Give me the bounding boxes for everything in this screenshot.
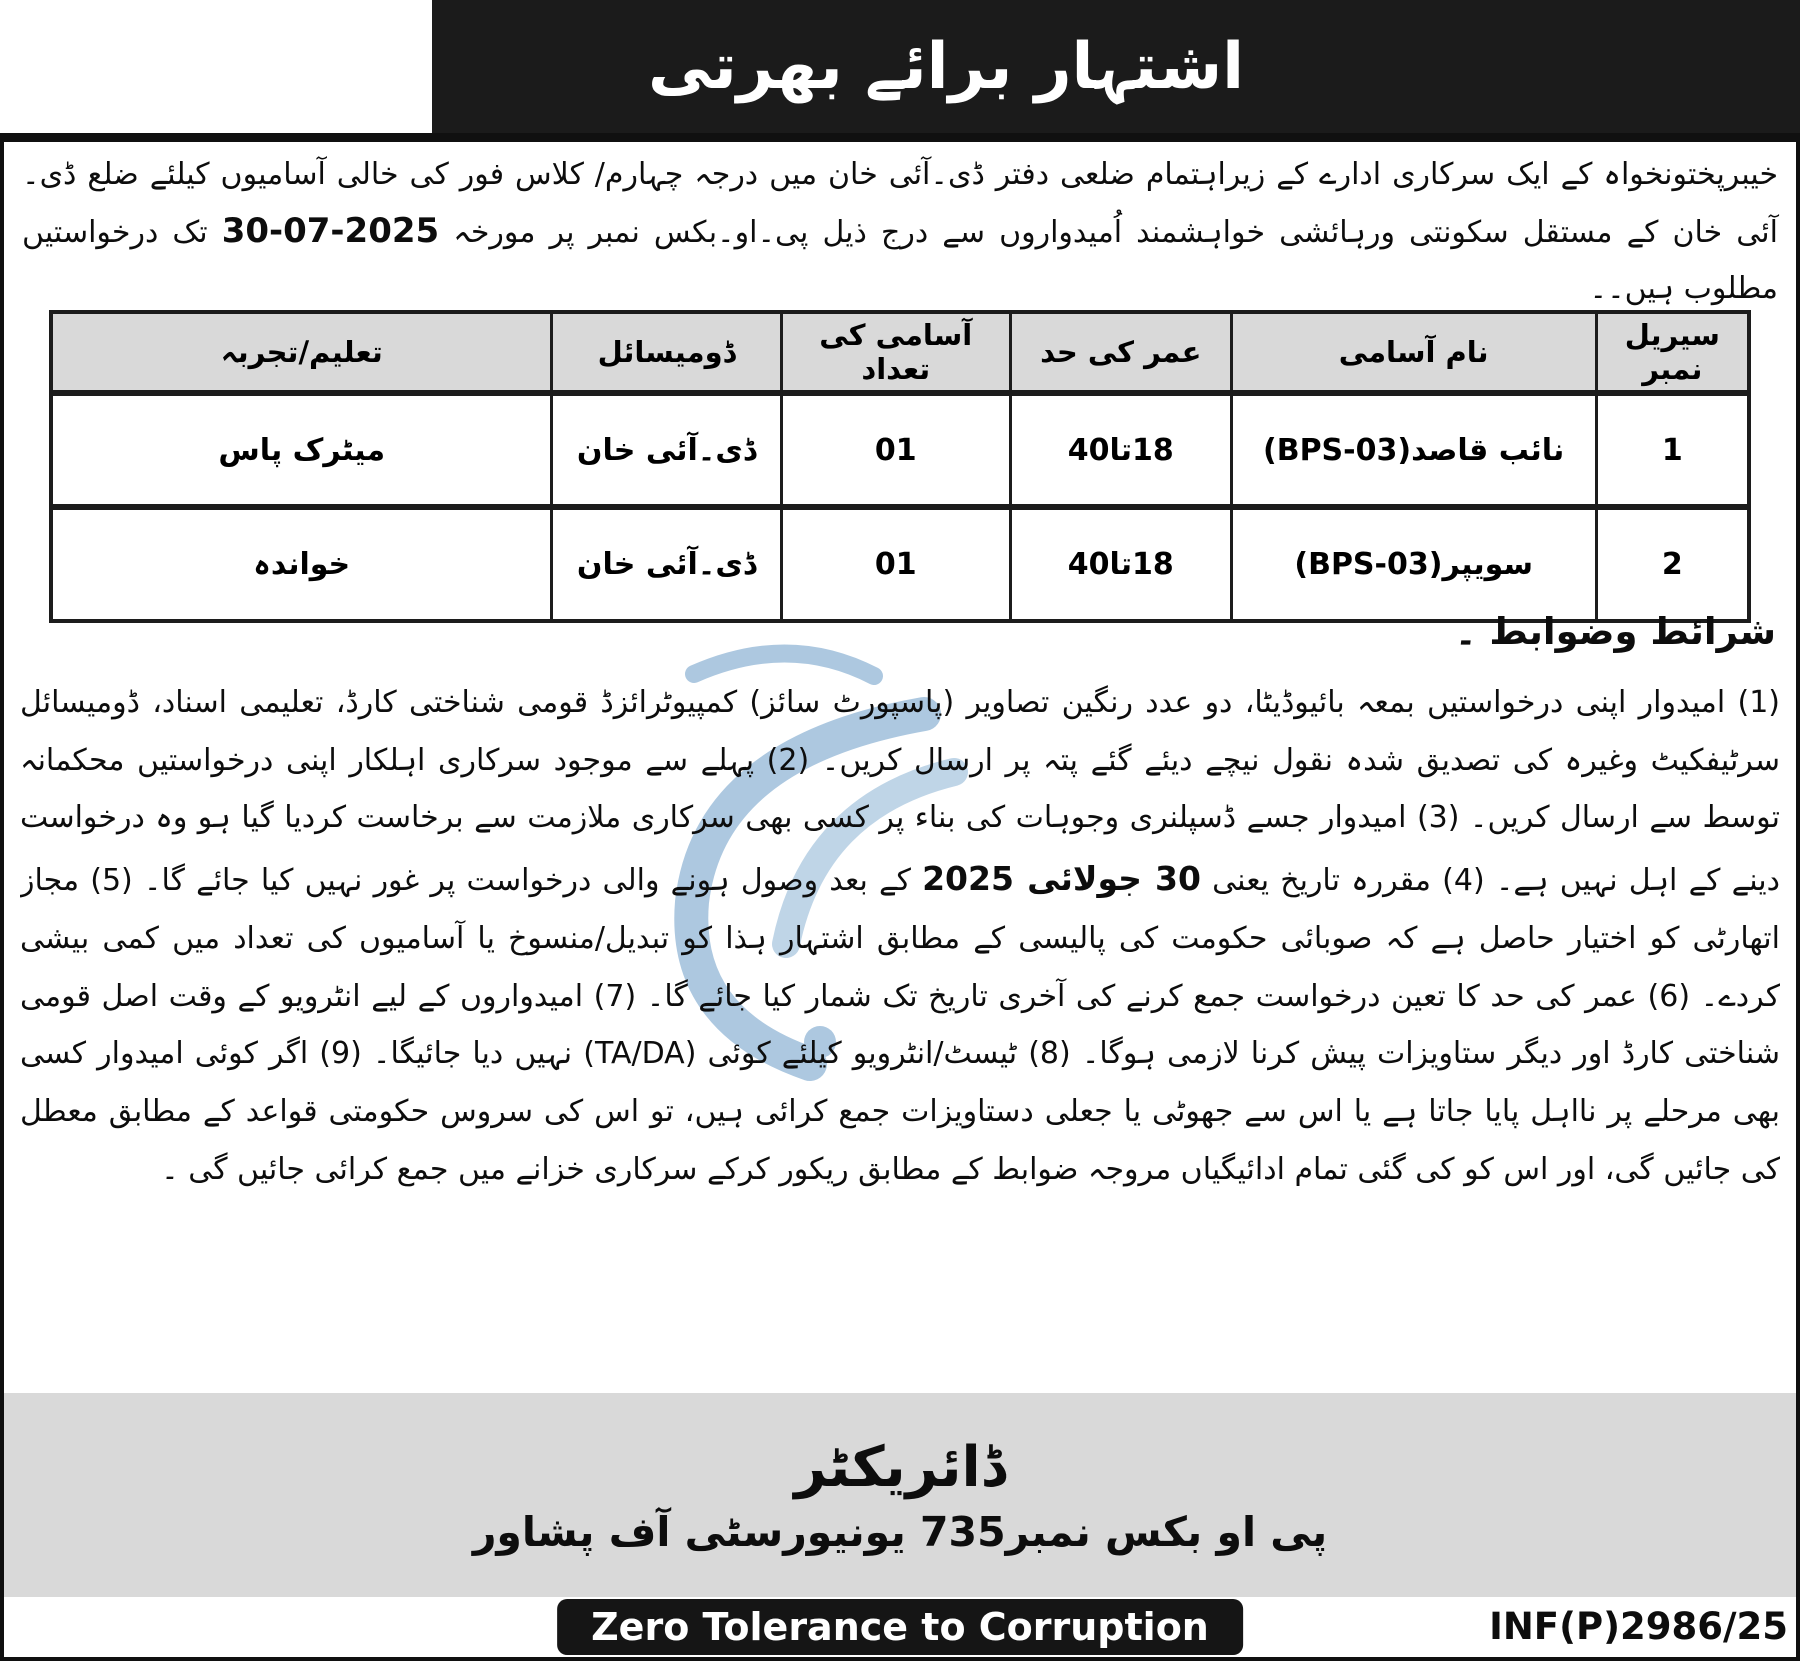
terms-text-part2: کے بعد وصول ہونے والی درخواست پر غور نہیں کیا جائے گا۔ (5) مجاز اتھارٹی کو اختیار حاصل ہے کہ صوبائی حکومت کی پالیسی کے مطابق اشتہار ہذا کو تبدیل/منسوخ یا آسامیوں کی تعداد میں کمی بیشی کردے۔ (6) عمر کی حد کا تعین درخواست جمع کرنے کی آخری تاریخ تک شمار کیا جائے گا۔ (7) امیدواروں کے لیے انٹرویو کے وقت اصل قومی شناختی کارڈ اور دیگر ستاویزات پیش کرنا لازمی ہوگا۔ (8) ٹیسٹ/انٹرویو کیلئے کوئی (TA/DA) نہیں دیا جائیگا۔ (9) اگر کوئی امیدوار کسی بھی مرحلے پر نااہل پایا جاتا ہے یا اس سے جھوٹی یا جعلی دستاویزات جمع کرائی ہیں، تو اس کی سروس حکومتی قواعد کے مطابق معطل کی جائیں گی، اور اس کو کی گئی تمام ادائیگیاں مروجہ ضوابط کے مطابق ریکور کرکے سرکاری خزانے میں جمع کرائی جائیں گی ۔ bbox=[20, 862, 1780, 1187]
header-age-limit: عمر کی حد bbox=[1010, 312, 1231, 393]
zero-tolerance-slogan: Zero Tolerance to Corruption bbox=[557, 1599, 1243, 1655]
header-serial-number: سیریل نمبر bbox=[1596, 312, 1749, 393]
cell-domicile: ڈی۔آئی خان bbox=[552, 393, 781, 507]
deadline-date: 30 جولائی 2025 bbox=[922, 858, 1201, 898]
table-row bbox=[51, 393, 1749, 507]
cell-post: نائب قاصد(BPS-03) bbox=[1231, 393, 1596, 507]
cell-education: خواندہ bbox=[51, 507, 552, 621]
table-header-row bbox=[51, 312, 1749, 393]
header-post-name: نام آسامی bbox=[1231, 312, 1596, 393]
cell-serial: 1 bbox=[1596, 393, 1749, 507]
cell-post: سویپر(BPS-03) bbox=[1231, 507, 1596, 621]
ad-frame bbox=[0, 133, 1800, 1661]
cell-count: 01 bbox=[781, 393, 1010, 507]
intro-text-after-date: تک درخواستیں مطلوب ہیں۔۔ bbox=[22, 215, 1778, 306]
ad-title: اشتہار برائے بھرتی bbox=[647, 30, 1245, 104]
terms-paragraph bbox=[20, 674, 1780, 1374]
intro-text-before-date: خیبرپختونخواہ کے ایک سرکاری ادارے کے زیراہتمام ضلعی دفتر ڈی۔آئی خان میں درجہ چہارم/ کلاس فور کی خالی آسامیوں کیلئے ضلع ڈی۔آئی خان کے مستقل سکونتی ورہائشی خواہشمند اُمیدواروں سے درج ذیل پی۔او۔بکس نمبر پر مورخہ bbox=[22, 157, 1778, 251]
bottom-strip bbox=[4, 1597, 1796, 1657]
cell-serial: 2 bbox=[1596, 507, 1749, 621]
closing-date: 30-07-2025 bbox=[221, 211, 440, 252]
terms-text-part1: (1) امیدوار اپنی درخواستیں بمعہ بائیوڈیٹا، دو عدد رنگین تصاویر (پاسپورٹ سائز) کمپیوٹرائزڈ قومی شناختی کارڈ، تعلیمی اسناد، ڈومیسائل سرٹیفکیٹ وغیرہ کی تصدیق شدہ نقول نیچے دیئے گئے پتہ پر ارسال کریں۔ (2) پہلے سے موجود سرکاری اہلکار اپنی درخواستیں محکمانہ توسط سے ارسال کریں۔ (3) امیدوار جسے ڈسپلنری وجوہات کی بناء پر کسی بھی سرکاری ملازمت سے برخاست کردیا گیا ہو وہ درخواست دینے کے اہل نہیں ہے۔ (4) مقررہ تاریخ یعنی bbox=[20, 685, 1780, 898]
intro-paragraph bbox=[22, 148, 1778, 315]
table-row bbox=[51, 507, 1749, 621]
cell-age: 18تا40 bbox=[1010, 393, 1231, 507]
inf-reference-number: INF(P)2986/25 bbox=[1489, 1605, 1788, 1648]
director-title: ڈائریکٹر bbox=[794, 1434, 1006, 1500]
po-box-address: پی او بکس نمبر735 یونیورسٹی آف پشاور bbox=[472, 1507, 1328, 1556]
ad-title-banner bbox=[432, 0, 1800, 133]
cell-age: 18تا40 bbox=[1010, 507, 1231, 621]
cell-count: 01 bbox=[781, 507, 1010, 621]
cell-education: میٹرک پاس bbox=[51, 393, 552, 507]
header-number-of-posts: آسامی کی تعداد bbox=[781, 312, 1010, 393]
signature-block bbox=[4, 1393, 1796, 1597]
vacancies-table-wrap bbox=[49, 310, 1751, 623]
cell-domicile: ڈی۔آئی خان bbox=[552, 507, 781, 621]
vacancies-table bbox=[49, 310, 1751, 623]
terms-heading: شرائط وضوابط ۔ bbox=[1454, 610, 1776, 653]
header-education-experience: تعلیم/تجربہ bbox=[51, 312, 552, 393]
header-domicile: ڈومیسائل bbox=[552, 312, 781, 393]
